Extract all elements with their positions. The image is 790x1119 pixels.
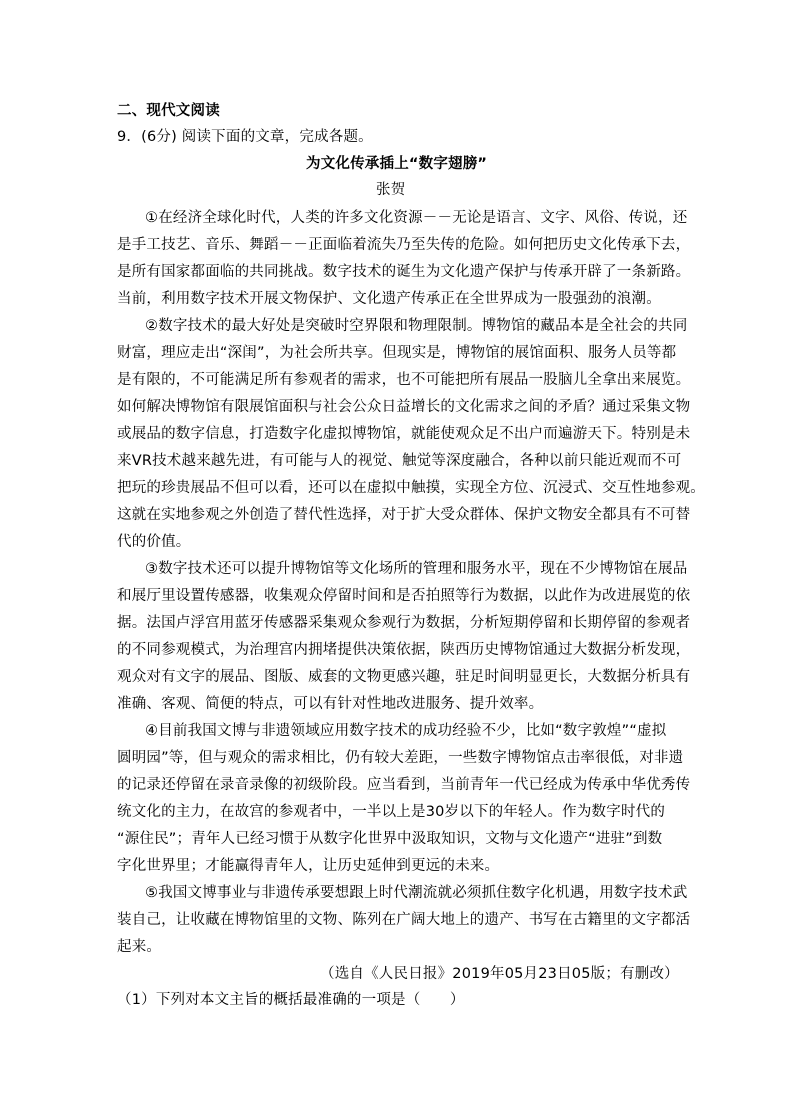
- paragraph-line: ④目前我国文博与非遗领域应用数字技术的成功经验不少，比如“数字敦煌”“虚拟: [145, 723, 667, 739]
- paragraph-line: 来VR技术越来越先进，有可能与人的视觉、触觉等深度融合，各种以前只能近观而不可: [117, 453, 682, 469]
- paragraph-line: 是手工技艺、音乐、舞蹈－－正面临着流失乃至失传的危险。如何把历史文化传承下去，: [117, 237, 691, 253]
- source-note: （选自《人民日报》2019年05月23日05版；有删改）: [320, 966, 679, 982]
- paragraph-line: 财富，理应走出“深闺”，为社会所共享。但现实是，博物馆的展馆面积、服务人员等都: [117, 345, 677, 361]
- author: 张贺: [376, 182, 406, 198]
- paragraph-line: ①在经济全球化时代，人类的许多文化资源－－无论是语言、文字、风俗、传说，还: [145, 210, 688, 226]
- paragraph-line: 代的价值。: [117, 534, 191, 550]
- paragraph-line: ②数字技术的最大好处是突破时空界限和物理限制。博物馆的藏品本是全社会的共同: [145, 318, 688, 334]
- question-intro: 9．(6分) 阅读下面的文章，完成各题。: [117, 129, 373, 145]
- paragraph-line: 是有限的，不可能满足所有参观者的需求，也不可能把所有展品一股脑儿全拿出来展览。: [117, 372, 691, 388]
- paragraph-line: 当前，利用数字技术开展文物保护、文化遗产传承正在全世界成为一股强劲的浪潮。: [117, 291, 661, 307]
- article-title: 为文化传承插上“数字翅膀”: [306, 156, 488, 172]
- paragraph-line: 如何解决博物馆有限展馆面积与社会公众日益增长的文化需求之间的矛盾？通过采集文物: [117, 399, 691, 415]
- paragraph-line: “源住民”；青年人已经习惯于从数字化世界中汲取知识，文物与文化遗产“进驻”到数: [117, 831, 663, 847]
- paragraph-line: 据。法国卢浮宫用蓝牙传感器采集观众参观行为数据，分析短期停留和长期停留的参观者: [117, 615, 691, 631]
- paragraph-line: 观众对有文字的展品、图版、威套的文物更感兴趣，驻足时间明显更长，大数据分析具有: [117, 669, 691, 685]
- paragraph-line: 或展品的数字信息，打造数字化虚拟博物馆，就能使观众足不出户而遍游天下。特别是未: [117, 426, 691, 442]
- paragraph-line: ⑤我国文博事业与非遗传承要想跟上时代潮流就必须抓住数字化机遇，用数字技术武: [145, 885, 688, 901]
- paragraph-line: 起来。: [117, 939, 162, 955]
- paragraph-line: 是所有国家都面临的共同挑战。数字技术的诞生为文化遗产保护与传承开辟了一条新路。: [117, 264, 691, 280]
- paragraph-line: 圆明园”等，但与观众的需求相比，仍有较大差距，一些数字博物馆点击率很低，对非遗: [117, 750, 684, 766]
- paragraph-line: 统文化的主力，在故宫的参观者中，一半以上是30岁以下的年轻人。作为数字时代的: [117, 804, 666, 820]
- paragraph-line: 字化世界里；才能赢得青年人，让历史延伸到更远的未来。: [117, 858, 500, 874]
- paragraph-line: 和展厅里设置传感器，收集观众停留时间和是否拍照等行为数据，以此作为改进展览的依: [117, 588, 691, 604]
- sub-question: （1）下列对本文主旨的概括最准确的一项是（ ）: [117, 992, 465, 1008]
- section-heading: 二、现代文阅读: [117, 103, 220, 119]
- paragraph-line: 装自己，让收藏在博物馆里的文物、陈列在广阔大地上的遗产、书写在古籍里的文字都活: [117, 912, 691, 928]
- paragraph-line: 准确、客观、简便的特点，可以有针对性地改进服务、提升效率。: [117, 696, 544, 712]
- paragraph-line: 的不同参观模式，为治理宫内拥堵提供决策依据，陕西历史博物馆通过大数据分析发现，: [117, 642, 691, 658]
- paragraph-line: 这就在实地参观之外创造了替代性选择，对于扩大受众群体、保护文物安全都具有不可替: [117, 507, 691, 523]
- paragraph-line: ③数字技术还可以提升博物馆等文化场所的管理和服务水平，现在不少博物馆在展品: [145, 561, 688, 577]
- paragraph-line: 把玩的珍贵展品不但可以看，还可以在虚拟中触摸，实现全方位、沉浸式、交互性地参观。: [117, 480, 705, 496]
- paragraph-line: 的记录还停留在录音录像的初级阶段。应当看到，当前青年一代已经成为传承中华优秀传: [117, 777, 691, 793]
